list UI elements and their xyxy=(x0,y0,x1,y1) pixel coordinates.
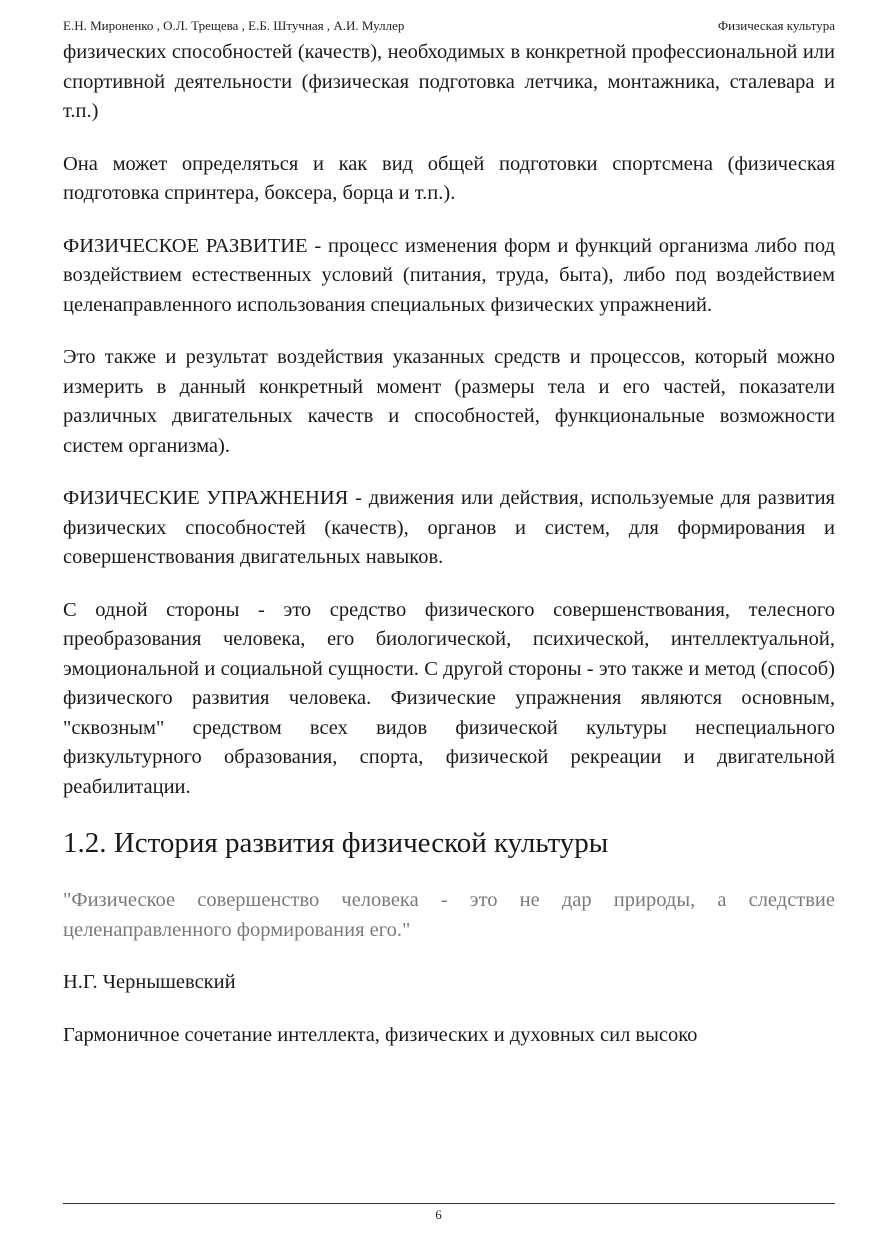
paragraph-physical-development-result: Это также и результат воздействия указанных средств и процессов, который можно измерить в данный конкретный момент (размеры тела и его частей, показатели различных двигательных качеств и способностей, функциональные возможности систем организма). xyxy=(63,346,835,457)
header-authors: Е.Н. Мироненко , О.Л. Трещева , Е.Б. Штучная , А.И. Муллер xyxy=(63,18,405,33)
header-book-title: Физическая культура xyxy=(717,18,835,33)
paragraph-general-training: Она может определяться и как вид общей подготовки спортсмена (физическая подготовка спринтера, боксера, борца и т.п.). xyxy=(63,152,835,204)
page-content xyxy=(63,38,835,1073)
paragraph-physical-development-definition: ФИЗИЧЕСКОЕ РАЗВИТИЕ - процесс изменения форм и функций организма либо под воздействием естественных условий (питания, труда, быта), либо под воздействием целенаправленного использования специальных физических упражнений. xyxy=(63,234,835,316)
epigraph-author: Н.Г. Чернышевский xyxy=(63,971,236,993)
page-number: 6 xyxy=(435,1207,442,1222)
paragraph-physical-exercises-role: С одной стороны - это средство физического совершенствования, телесного преобразования человека, его биологической, психической, интеллектуальной, эмоциональной и социальной сущности. С другой стороны - это также и метод (способ) физического развития человека. Физические упражнения являются основным, "сквозным" средством всех видов физической культуры неспециального физкультурного образования, спорта, физической рекреации и двигательной реабилитации. xyxy=(63,598,835,798)
paragraph-harmonious-combination: Гармоничное сочетание интеллекта, физических и духовных сил высоко xyxy=(63,1023,698,1046)
running-header xyxy=(63,16,835,36)
section-heading: 1.2. История развития физической культуры xyxy=(63,827,609,859)
paragraph-physical-training-continued: физических способностей (качеств), необходимых в конкретной профессиональной или спортивной деятельности (физическая подготовка летчика, монтажника, сталевара и т.п.) xyxy=(63,41,835,122)
footer-divider xyxy=(63,1203,835,1204)
epigraph-quote: "Физическое совершенство человека - это не дар природы, а следствие целенаправленного формирования его." xyxy=(63,889,835,941)
paragraph-physical-exercises-definition: ФИЗИЧЕСКИЕ УПРАЖНЕНИЯ - движения или действия, используемые для развития физических способностей (качеств), органов и систем, для формирования и совершенствования двигательных навыков. xyxy=(63,487,835,568)
